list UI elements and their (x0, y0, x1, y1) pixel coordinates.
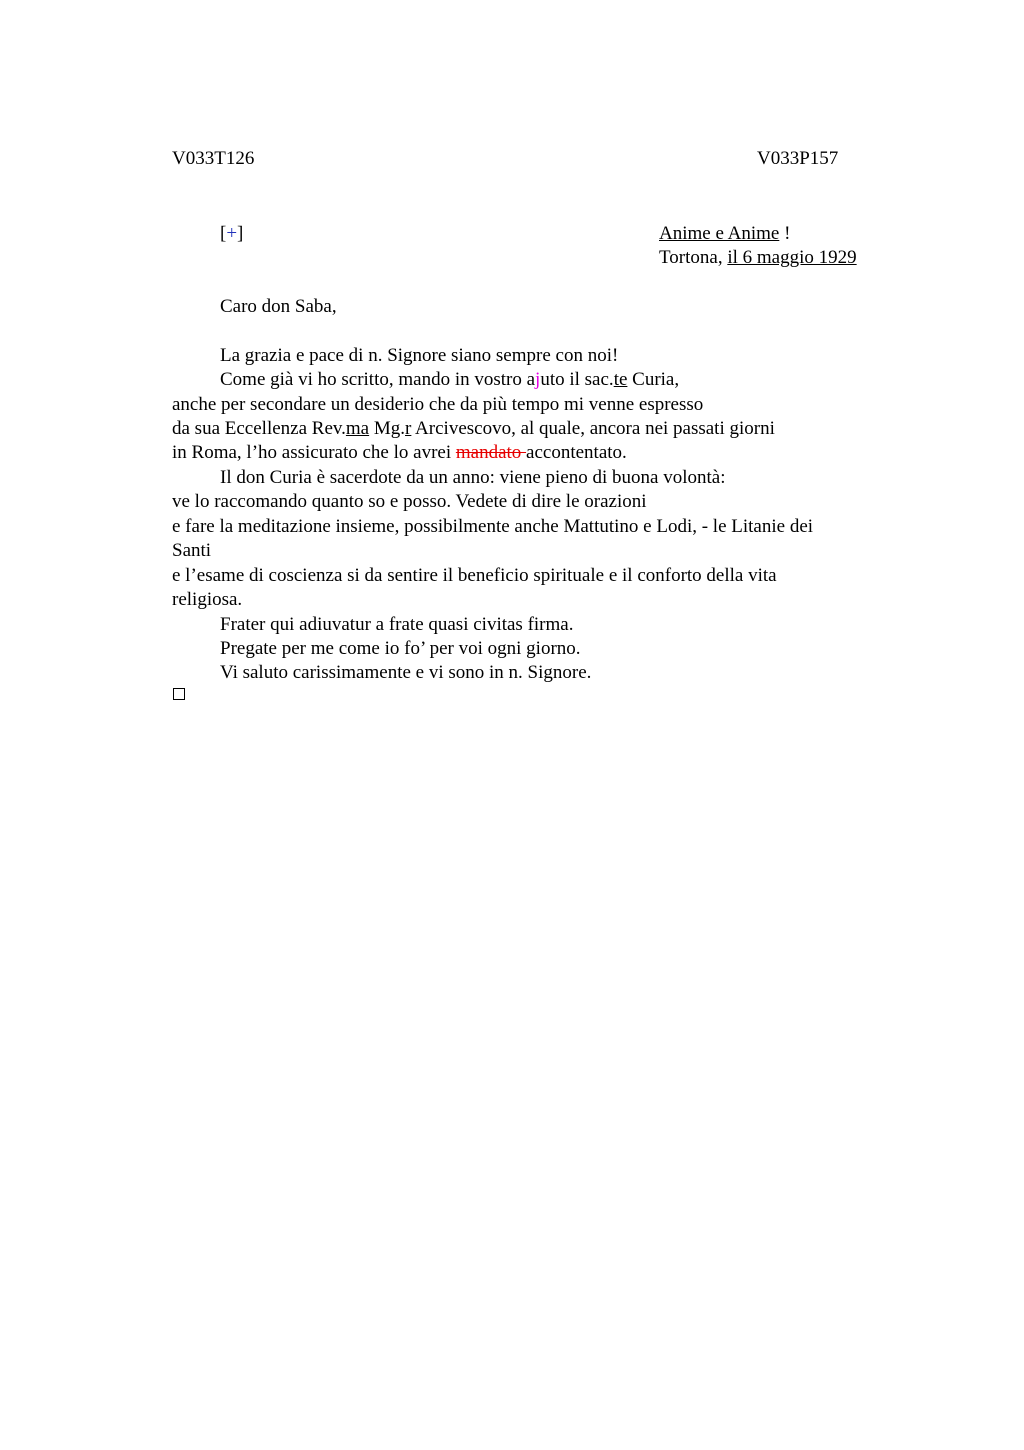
document-code-left: V033T126 (172, 148, 255, 169)
superscript-abbrev: ma (345, 418, 370, 439)
body-line: anche per secondare un desiderio che da più tempo mi venne espresso (172, 394, 704, 415)
superscript-abbrev: te (613, 369, 628, 390)
place: Tortona, (659, 247, 728, 268)
place-date-line (659, 247, 857, 269)
document-code-right: V033P157 (757, 148, 839, 169)
text-segment: Mg. (369, 418, 406, 439)
paragraph-intro-line (220, 369, 679, 391)
paragraph-curia: Il don Curia è sacerdote da un anno: viene pieno di buona volontà: (220, 467, 726, 488)
text-segment: uto il sac. (540, 369, 614, 390)
marker-open: [ (220, 223, 227, 244)
body-line (172, 442, 627, 464)
paragraph-closing: Vi saluto carissimamente e vi sono in n. Signore. (220, 662, 592, 683)
salutation: Caro don Saba, (220, 296, 337, 317)
cross-marker (220, 223, 243, 245)
body-line: religiosa. (172, 589, 243, 610)
inserted-letter: j (535, 369, 541, 390)
body-line: Santi (172, 540, 212, 561)
text-segment: accontentato. (526, 442, 627, 463)
date: il 6 maggio 1929 (727, 247, 857, 268)
end-square-icon (173, 688, 185, 700)
superscript-abbrev: r (405, 418, 412, 439)
body-line: e fare la meditazione insieme, possibilmente anche Mattutino e Lodi, - le Litanie dei (172, 516, 814, 537)
paragraph-latin-quote: Frater qui adiuvatur a frate quasi civitas firma. (220, 614, 574, 635)
motto-line (659, 223, 790, 245)
text-segment: Curia, (627, 369, 680, 390)
body-line: ve lo raccomando quanto so e posso. Vedete di dire le orazioni (172, 491, 647, 512)
text-segment: da sua Eccellenza Rev. (172, 418, 346, 439)
plus-icon: + (226, 223, 238, 244)
paragraph-prayer: Pregate per me come io fo’ per voi ogni giorno. (220, 638, 581, 659)
marker-close: ] (237, 223, 244, 244)
text-segment: Arcivescovo, al quale, ancora nei passati giorni (411, 418, 775, 439)
text-segment: in Roma, l’ho assicurato che lo avrei (172, 442, 456, 463)
motto: Anime e Anime (659, 223, 780, 244)
body-line: e l’esame di coscienza si da sentire il beneficio spirituale e il conforto della vita (172, 565, 777, 586)
deleted-word: mandato (455, 442, 527, 463)
motto-suffix: ! (779, 223, 791, 244)
text-segment: Come già vi ho scritto, mando in vostro a (220, 369, 536, 390)
paragraph-greeting: La grazia e pace di n. Signore siano sempre con noi! (220, 345, 619, 366)
body-line (172, 418, 775, 440)
